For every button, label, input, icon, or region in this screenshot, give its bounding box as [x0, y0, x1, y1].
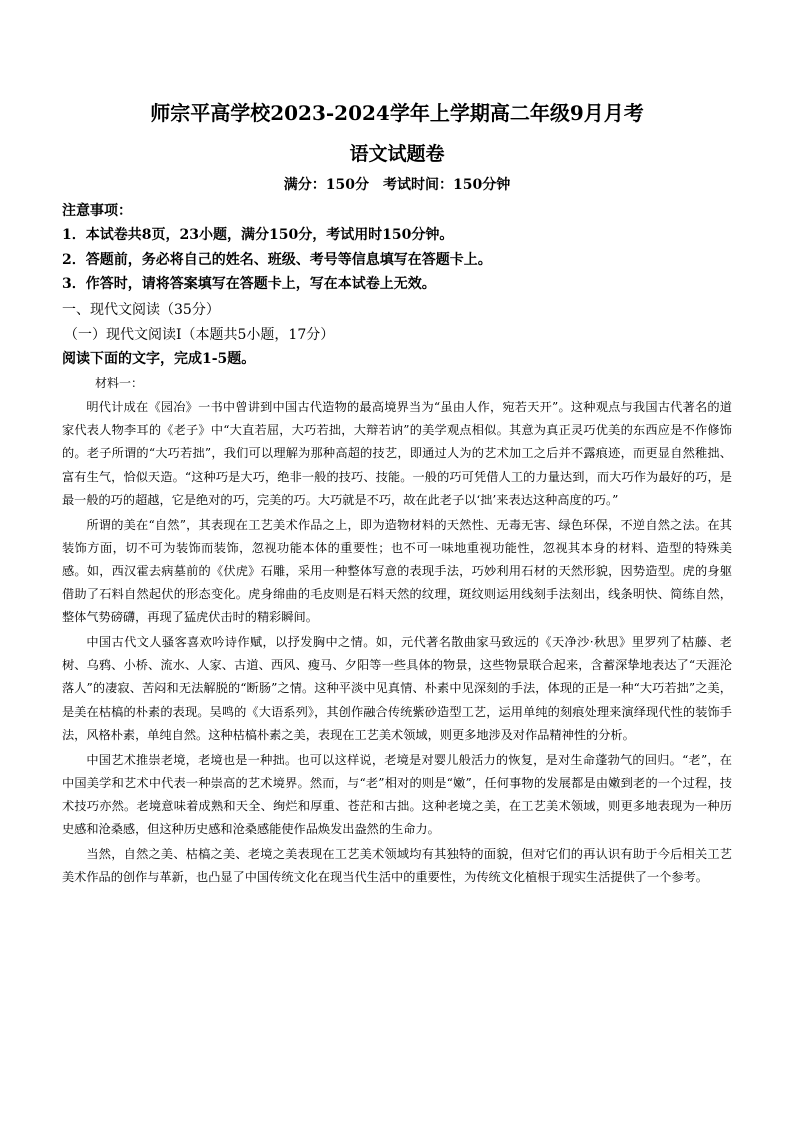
- note-item: 2．答题前，务必将自己的姓名、班级、考号等信息填写在答题卡上。: [62, 252, 492, 268]
- subsection-heading: （一）现代文阅读Ⅰ（本题共5小题，17分）: [64, 327, 335, 343]
- paragraph: 所谓的美在“自然”，其表现在工艺美术作品之上，即为造物材料的天然性、无毒无害、绿色环保，不逆自然之法。在其装饰方面，切不可为装饰而装饰，忽视功能本体的重要性；也不可一味地重视功能性，忽视其本身的材料、造型的特殊美感。如，西汉霍去病墓前的《伏虎》石雕，采用一种整体写意的表现手法，巧妙利用石材的天然形貌，因势造型。虎的身躯借助了石料自然起伏的形态变化。虎身绵曲的毛皮则是石料天然的纹理，斑纹则运用线刻手法刻出，线条明快、简练自然，整体气势磅礴，再现了猛虎伏击时的精彩瞬间。: [62, 517, 732, 625]
- section-heading: 一、现代文阅读（35分）: [62, 302, 220, 318]
- note-item: 1．本试卷共8页，23小题，满分150分，考试用时150分钟。: [62, 227, 454, 243]
- score-time-info: 满分：150分 考试时间：150分钟: [283, 177, 511, 193]
- reading-instruction: 阅读下面的文字，完成1-5题。: [62, 351, 256, 367]
- subject-title: 语文试题卷: [349, 143, 445, 165]
- material-label: 材料一：: [95, 376, 144, 390]
- note-item: 3．作答时，请将答案填写在答题卡上，写在本试卷上无效。: [62, 276, 436, 292]
- material-text: [62, 396, 732, 891]
- notes-heading: 注意事项：: [62, 203, 132, 219]
- paragraph: 中国古代文人骚客喜欢吟诗作赋，以抒发胸中之情。如，元代著名散曲家马致远的《天净沙·秋思》里罗列了枯藤、老树、乌鸦、小桥、流水、人家、古道、西风、瘦马、夕阳等一些具体的物景，这些物景联合起来，含蓄深挚地表达了“天涯沦落人”的凄寂、苦闷和无法解脱的“断肠”之情。这种平淡中见真情、朴素中见深刻的手法，体现的正是一种“大巧若拙”之美，是美在枯槁的朴素的表现。吴鸣的《大语系列》，其创作融合传统紫砂造型工艺，运用单纯的刻痕处理来演绎现代性的装饰手法，风格朴素，单纯自然。这种枯槁朴素之美，表现在工艺美术领域，则更多地涉及对作品精神性的分析。: [62, 635, 732, 742]
- paragraph: 明代计成在《园冶》一书中曾讲到中国古代造物的最高境界当为“虽由人作，宛若天开”。这种观点与我国古代著名的道家代表人物李耳的《老子》中“大直若屈，大巧若拙，大辩若讷”的美学观点相似。其意为真正灵巧优美的东西应是不作修饰的。老子所谓的“大巧若拙”，我们可以理解为那种高超的技艺，即通过人为的艺术加工之后并不露痕迹，而更显自然稚拙、富有生气，恰似天造。“这种巧是大巧，绝非一般的技巧、技能。一般的巧可凭借人工的力量达到，而大巧作为最好的巧，是最一般的巧的超越，它是绝对的巧，完美的巧。大巧就是不巧，故在此老子以‘拙’来表达这种高度的巧。”: [62, 400, 732, 507]
- paragraph: 中国艺术推崇老境，老境也是一种拙。也可以这样说，老境是对婴儿般活力的恢复，是对生命蓬勃气的回归。“老”，在中国美学和艺术中代表一种崇高的艺术境界。然而，与“老”相对的则是“嫩”，任何事物的发展都是由嫩到老的一个过程，技术技巧亦然。老境意味着成熟和天全、绚烂和厚重、苍茫和古拙。这种老境之美，在工艺美术领域，则更多地表现为一种历史感和沧桑感，但这种历史感和沧桑感能使作品焕发出盎然的生命力。: [62, 752, 732, 837]
- paragraph: 当然，自然之美、枯槁之美、老境之美表现在工艺美术领域均有其独特的面貌，但对它们的再认识有助于今后相关工艺美术作品的创作与革新，也凸显了中国传统文化在现当代生活中的重要性，为传统文化植根于现实生活提供了一个参考。: [62, 846, 732, 885]
- exam-title: 师宗平高学校2023-2024学年上学期高二年级9月月考: [150, 101, 644, 125]
